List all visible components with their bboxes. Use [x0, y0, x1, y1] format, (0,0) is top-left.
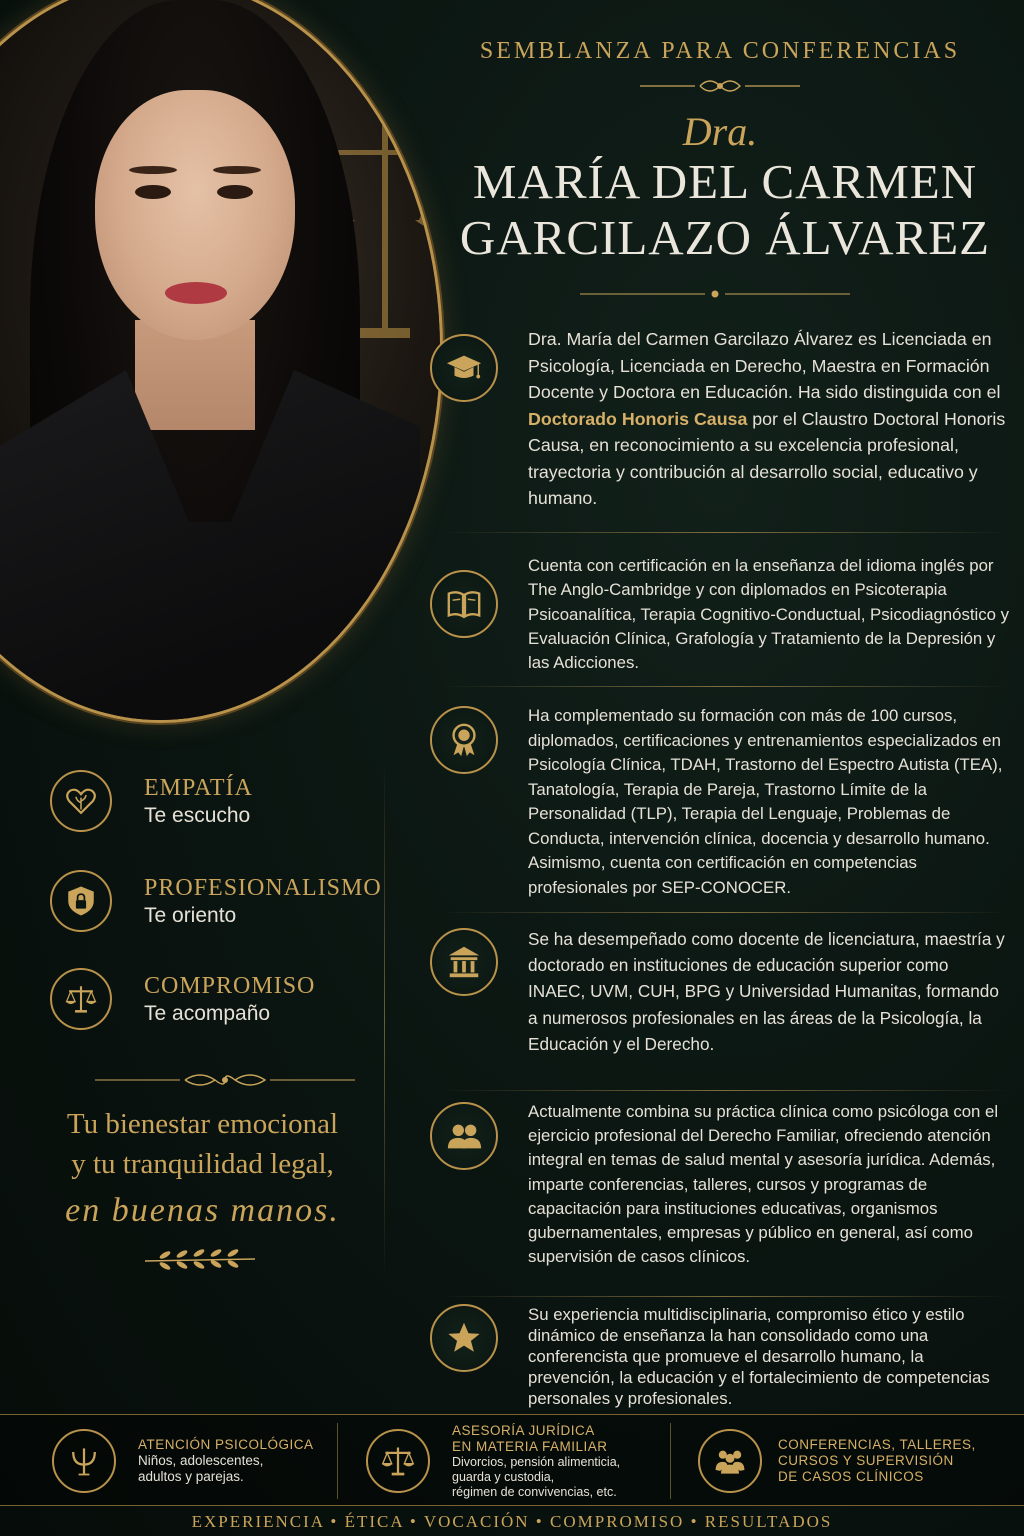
bio-text: Actualmente combina su práctica clínica como psicóloga con el ejercicio profesional del Derecho Familiar, ofreciendo atención integral en temas de salud mental y asesoría jurídica. Además, imparte conferencias, talleres, cursos y programas de capacitación para instituciones educativas, organismos gubernamentales, empresas y público en general, así como supervisión de casos clínicos. [528, 1102, 999, 1267]
face [95, 90, 295, 340]
service-legal [366, 1415, 620, 1507]
open-book-icon [430, 570, 498, 638]
service-text-line: guarda y custodia, [452, 1469, 555, 1484]
section-divider [440, 912, 1010, 913]
award-ribbon-icon [430, 706, 498, 774]
section-divider [440, 532, 1010, 533]
services-footer [0, 1414, 1024, 1506]
service-conferences [698, 1415, 976, 1507]
bio-education [430, 326, 1010, 512]
scales-icon [366, 1429, 430, 1493]
lips [165, 282, 227, 304]
section-divider [440, 1090, 1010, 1091]
bio-text: Ha complementado su formación con más de 100 cursos, diplomados, certificaciones y entrenamientos especializados en Psicología Clínica, TDAH, Trastorno del Espectro Autista (TEA), Tanatología, Terapia de Pareja, Trastorno Límite de la Personalidad (TLP), Terapia del Lenguaje, Problemas de Conducta, intervención clínica, docencia y desarrollo humano. Asimismo, cuenta con certificación en competencias profesionales por SEP-CONOCER. [528, 706, 1003, 897]
people-group-icon [698, 1429, 762, 1493]
value-subtitle: Te acompaño [144, 1001, 271, 1025]
scales-icon [50, 968, 112, 1030]
value-subtitle: Te escucho [144, 803, 251, 827]
psi-icon [52, 1429, 116, 1493]
bio-text: Dra. María del Carmen Garcilazo Álvarez es Licenciada en Psicología, Licenciada en Derecho, Maestra en Formación Docente y Doctora en Educación. Ha sido distinguida con el Doctorado Honoris Causa por el Claustro Doctoral Honoris Causa, en reconocimiento a su excelencia profesional, trayectoria y contribución al desarrollo social, educativo y humano. [528, 329, 1006, 508]
slogan-script: en buenas manos. [65, 1192, 340, 1229]
heart-icon [50, 770, 112, 832]
service-title-line: DE CASOS CLÍNICOS [778, 1469, 924, 1484]
bio-teaching [430, 926, 1010, 1057]
slogan [30, 1104, 375, 1184]
service-separator [670, 1423, 671, 1499]
shield-lock-icon [50, 870, 112, 932]
service-psychology [52, 1415, 314, 1507]
name-line-2: GARCILAZO ÁLVAREZ [459, 210, 991, 265]
value-title: COMPROMISO [144, 972, 316, 999]
portrait-photo [0, 0, 440, 720]
bio-text: Cuenta con certificación en la enseñanza del idioma inglés por The Anglo-Cambridge y con diplomados en Psicoterapia Psicoanalítica, Terapia Cognitivo-Conductual, Psicodiagnóstico y Evaluación Clínica, Grafología y Tratamiento de la Depresión y las Adicciones. [528, 556, 1010, 673]
bio-certifications [430, 554, 1010, 675]
service-separator [337, 1423, 338, 1499]
service-text-line: Divorcios, pensión alimenticia, [452, 1454, 621, 1469]
name-line-1: MARÍA DEL CARMEN [472, 154, 978, 209]
people-group-icon [430, 1102, 498, 1170]
slogan-line-2: y tu tranquilidad legal, [71, 1148, 334, 1180]
values-tagline: EXPERIENCIA • ÉTICA • VOCACIÓN • COMPROMISO • RESULTADOS [191, 1512, 833, 1531]
service-text-line: Niños, adolescentes, [138, 1453, 264, 1468]
bio-speaker [430, 1304, 1010, 1409]
institution-building-icon [430, 928, 498, 996]
bio-courses [430, 704, 1010, 900]
speaker-name [430, 154, 1020, 266]
slogan-line-1: Tu bienestar emocional [66, 1108, 339, 1140]
honoris-causa-highlight: Doctorado Honoris Causa [528, 408, 748, 429]
value-title: PROFESIONALISMO [144, 874, 382, 901]
value-title: EMPATÍA [144, 774, 253, 801]
service-title: ATENCIÓN PSICOLÓGICA [138, 1437, 314, 1452]
ornament-icon [640, 76, 800, 96]
service-title-line: CONFERENCIAS, TALLERES, [778, 1437, 976, 1452]
service-title-line: ASESORÍA JURÍDICA [452, 1422, 595, 1438]
value-empathy [50, 770, 400, 832]
graduation-cap-icon [430, 334, 498, 402]
header-divider [580, 290, 850, 298]
service-title-line: CURSOS Y SUPERVISIÓN [778, 1453, 954, 1468]
document-subtitle: SEMBLANZA PARA CONFERENCIAS [479, 38, 961, 64]
value-commitment [50, 968, 400, 1030]
bio-text: Su experiencia multidisciplinaria, compromiso ético y estilo dinámico de enseñanza la han consolidado como una conferencista que promueve el desarrollo humano, la prevención, la educación y el fortalecimiento de competencias personales y profesionales. [528, 1305, 990, 1408]
ornament-icon [95, 1068, 355, 1092]
service-title-line: EN MATERIA FAMILIAR [452, 1438, 608, 1454]
laurel-branch-icon [140, 1245, 260, 1275]
title-prefix: Dra. [682, 109, 758, 154]
value-professionalism [50, 870, 400, 932]
value-subtitle: Te oriento [144, 903, 237, 927]
bio-text: Se ha desempeñado como docente de licenciatura, maestría y doctorado en instituciones de educación superior como INAEC, UVM, CUH, BPG y Universidad Humanitas, formando a numerosos profesionales en las áreas de la Psicología, la Educación y el Derecho. [528, 929, 1005, 1054]
service-text-line: régimen de convivencias, etc. [452, 1484, 617, 1499]
service-text-line: adultos y parejas. [138, 1469, 244, 1484]
section-divider [440, 1296, 1010, 1297]
bio-practice [430, 1100, 1010, 1269]
star-icon [430, 1304, 498, 1372]
section-divider [440, 686, 1010, 687]
